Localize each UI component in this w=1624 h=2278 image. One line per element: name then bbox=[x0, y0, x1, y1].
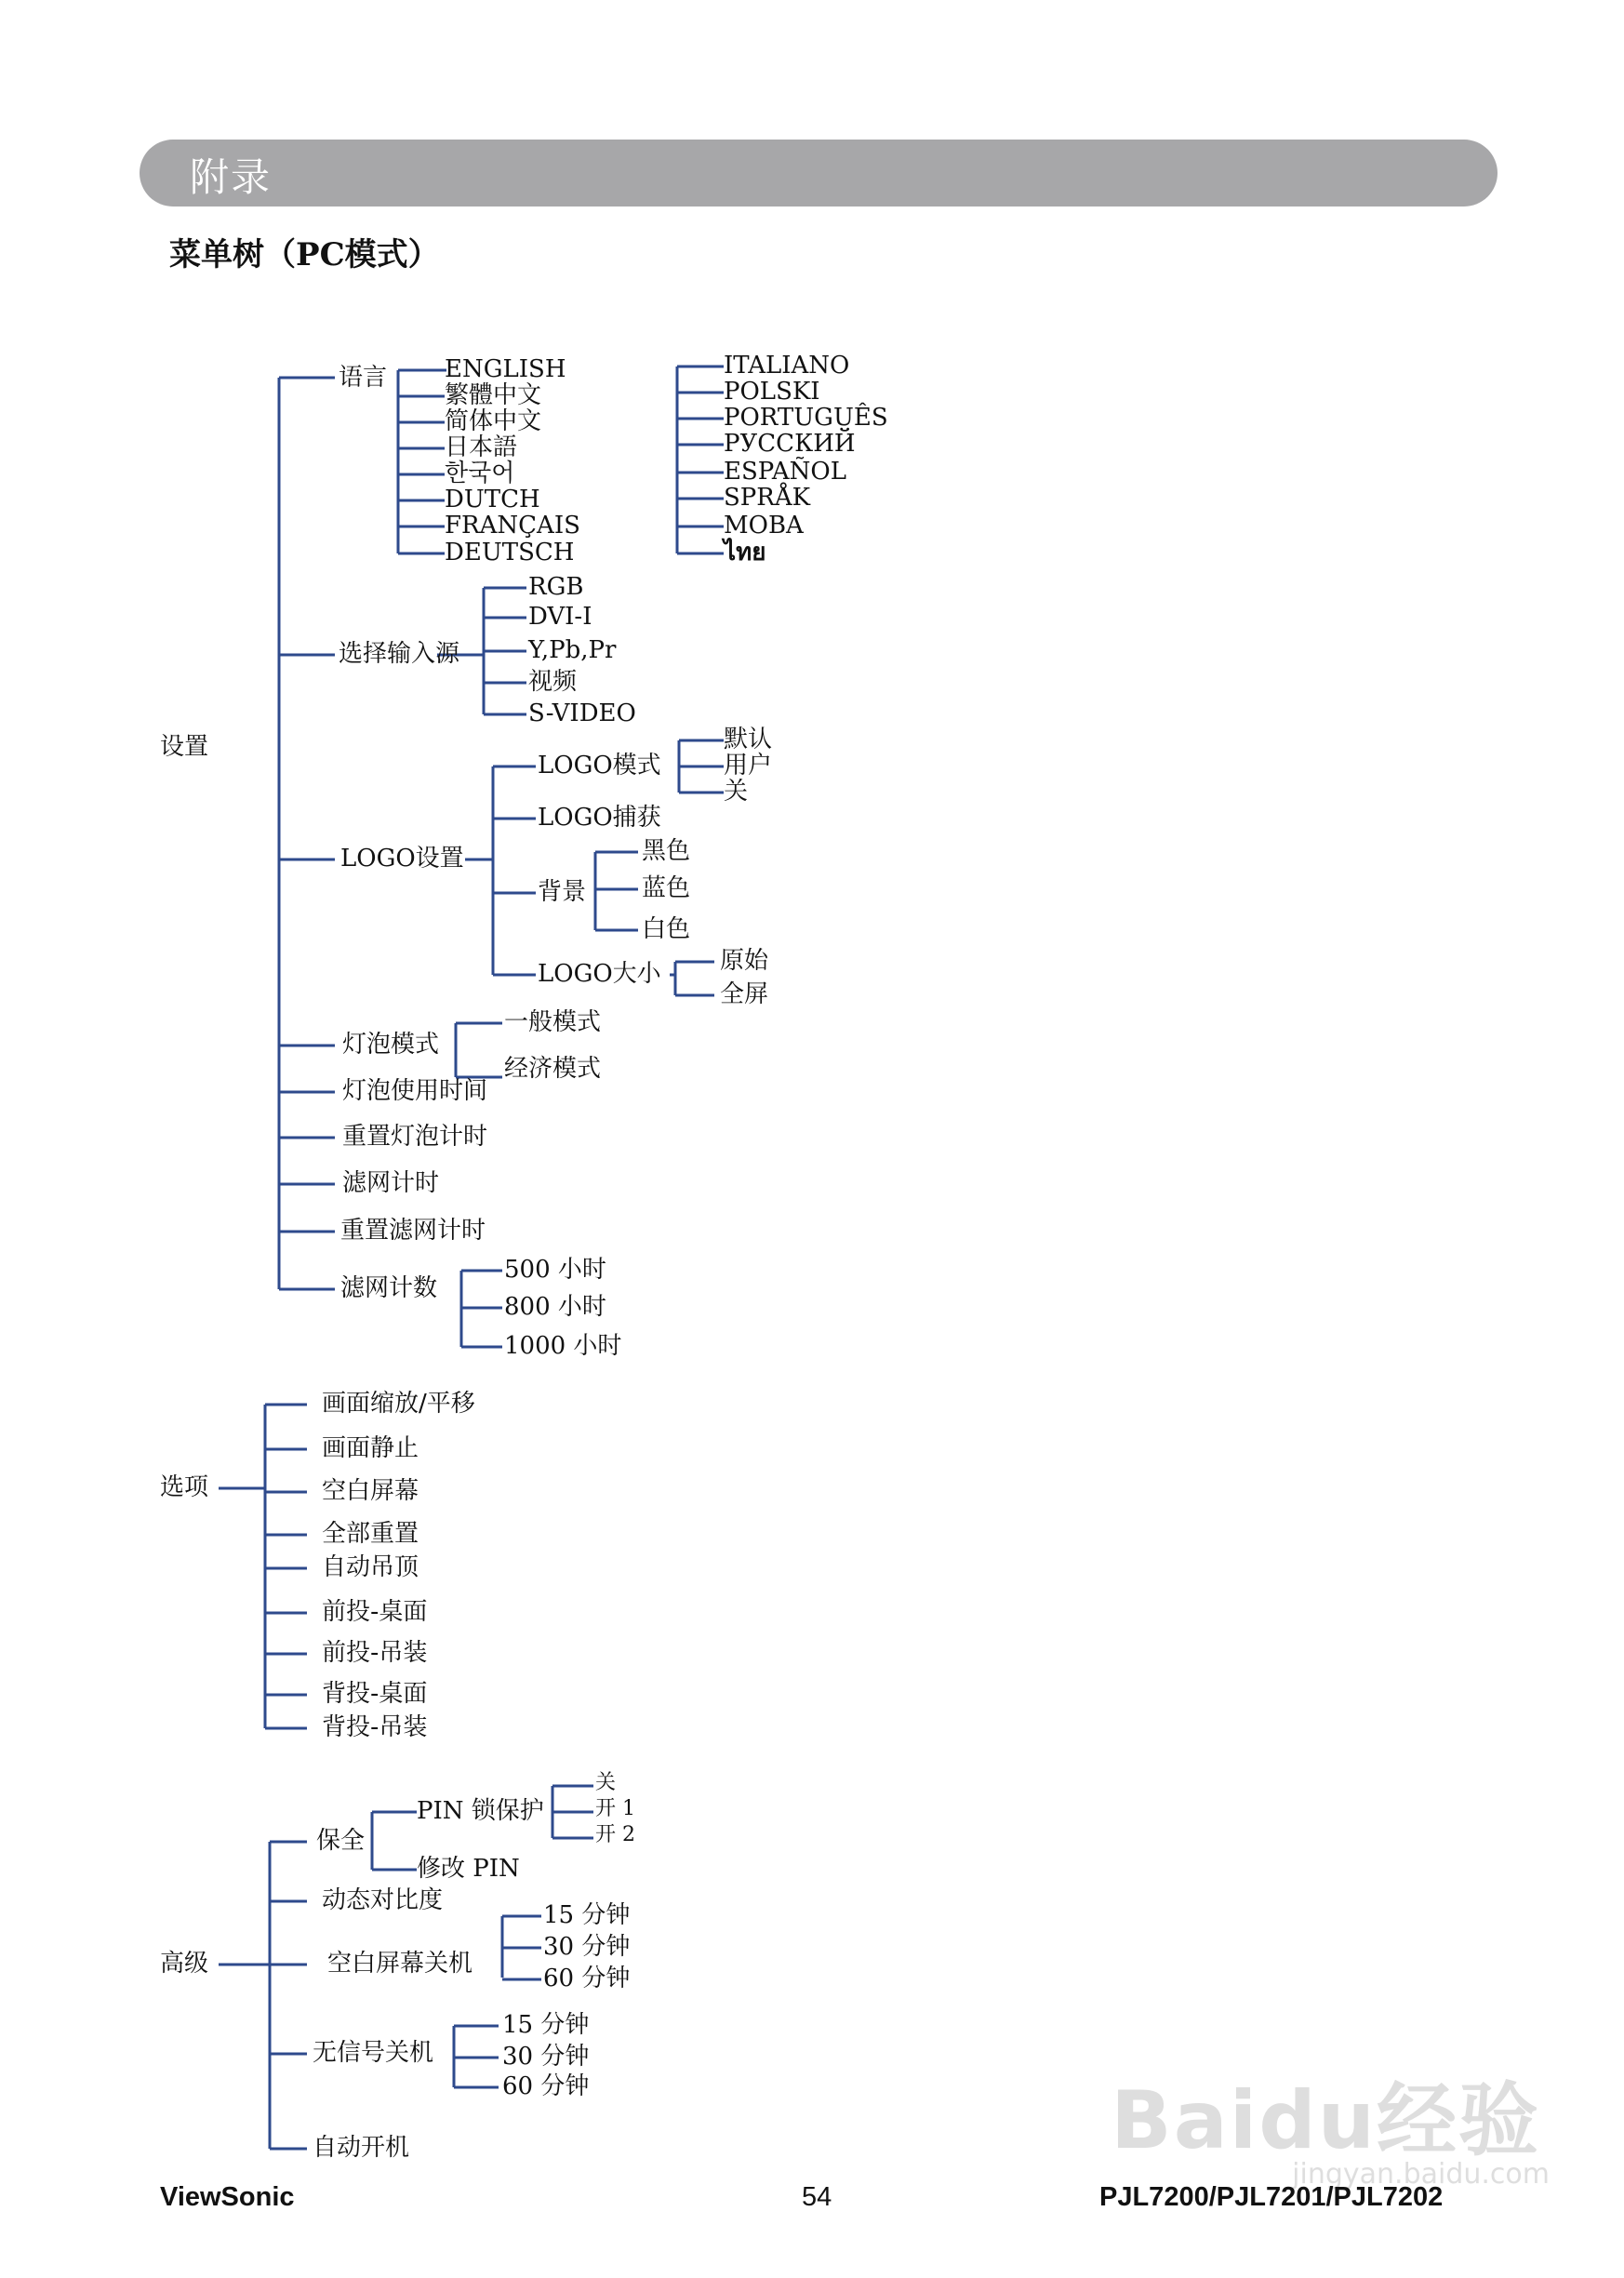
language-option: DEUTSCH bbox=[445, 539, 575, 566]
pin-lock-option: 关 bbox=[595, 1771, 617, 1794]
security-label: 保全 bbox=[316, 1827, 366, 1855]
filter-count-option: 800 小时 bbox=[504, 1293, 606, 1321]
logo-mode-option: 用户 bbox=[724, 752, 773, 779]
logo-setup-label: LOGO设置 bbox=[340, 845, 464, 873]
lamp-mode-option: 一般模式 bbox=[504, 1008, 602, 1036]
options-item: 自动吊顶 bbox=[322, 1553, 419, 1581]
reset-lamp-label: 重置灯泡计时 bbox=[342, 1123, 488, 1151]
logo-mode-option: 默认 bbox=[724, 726, 773, 753]
pin-lock-option: 开 2 bbox=[595, 1823, 635, 1846]
options-item: 背投-桌面 bbox=[322, 1680, 428, 1708]
options-item: 空白屏幕 bbox=[322, 1477, 419, 1505]
page-number: 54 bbox=[802, 2182, 832, 2212]
dynamic-contrast-label: 动态对比度 bbox=[322, 1886, 444, 1914]
language-option: 繁體中文 bbox=[445, 381, 542, 409]
logo-mode-option: 关 bbox=[724, 778, 749, 806]
language-option: SPRÅK bbox=[724, 484, 811, 512]
blank-off-option: 30 分钟 bbox=[543, 1933, 631, 1961]
input-option: DVI-I bbox=[528, 603, 592, 631]
section-subtitle: 菜单树（PC模式） bbox=[169, 236, 440, 273]
blank-off-option: 15 分钟 bbox=[543, 1901, 631, 1929]
input-option: Y,Pb,Pr bbox=[528, 636, 617, 664]
logo-size-option: 全屏 bbox=[720, 980, 769, 1008]
nosignal-off-option: 60 分钟 bbox=[502, 2072, 590, 2100]
footer-model: PJL7200/PJL7201/PJL7202 bbox=[1099, 2182, 1444, 2212]
input-option: RGB bbox=[528, 573, 584, 601]
options-item: 全部重置 bbox=[322, 1520, 419, 1548]
page-title: 附录 bbox=[190, 154, 273, 200]
options-item: 前投-桌面 bbox=[322, 1598, 428, 1626]
pin-lock-label: PIN 锁保护 bbox=[417, 1797, 544, 1825]
logo-bg-option: 白色 bbox=[642, 915, 691, 943]
lamp-mode-option: 经济模式 bbox=[504, 1055, 602, 1083]
language-option: DUTCH bbox=[445, 486, 540, 513]
nosignal-off-label: 无信号关机 bbox=[313, 2039, 434, 2067]
baidu-watermark: Baidu经验 bbox=[1111, 2074, 1540, 2167]
auto-on-label: 自动开机 bbox=[313, 2134, 410, 2162]
options-item: 画面静止 bbox=[322, 1434, 419, 1462]
pin-lock-option: 开 1 bbox=[595, 1797, 635, 1820]
baidu-watermark-url: jingyan.baidu.com bbox=[1292, 2158, 1550, 2191]
language-option: 简体中文 bbox=[445, 407, 542, 435]
nosignal-off-option: 15 分钟 bbox=[502, 2011, 590, 2039]
logo-size-option: 原始 bbox=[720, 947, 769, 975]
input-option: 视频 bbox=[528, 668, 578, 696]
language-option: PORTUGUÊS bbox=[724, 404, 888, 432]
language-option: ไทย bbox=[724, 539, 766, 566]
language-option: FRANÇAIS bbox=[445, 512, 580, 540]
advanced-root-label: 高级 bbox=[160, 1950, 209, 1978]
filter-timer-label: 滤网计时 bbox=[342, 1169, 440, 1197]
blank-off-label: 空白屏幕关机 bbox=[327, 1950, 473, 1978]
logo-bg-option: 黑色 bbox=[642, 837, 691, 865]
nosignal-off-option: 30 分钟 bbox=[502, 2043, 590, 2071]
reset-filter-label: 重置滤网计时 bbox=[340, 1217, 486, 1245]
lamp-hours-label: 灯泡使用时间 bbox=[342, 1077, 488, 1105]
footer-brand: ViewSonic bbox=[160, 2182, 295, 2212]
language-option: 日本語 bbox=[445, 433, 518, 461]
change-pin-label: 修改 PIN bbox=[417, 1855, 520, 1883]
setup-root-label: 设置 bbox=[160, 733, 209, 761]
language-option: MOBA bbox=[724, 512, 804, 540]
options-item: 背投-吊装 bbox=[322, 1713, 428, 1741]
options-root-label: 选项 bbox=[160, 1473, 209, 1501]
input-option: S-VIDEO bbox=[528, 699, 636, 727]
language-option: POLSKI bbox=[724, 378, 820, 406]
language-option: ITALIANO bbox=[724, 352, 850, 380]
logo-capture-label: LOGO捕获 bbox=[538, 804, 661, 832]
blank-off-option: 60 分钟 bbox=[543, 1965, 631, 1992]
logo-bg-option: 蓝色 bbox=[642, 874, 691, 902]
filter-count-label: 滤网计数 bbox=[340, 1274, 438, 1302]
input-source-label: 选择输入源 bbox=[339, 640, 460, 668]
language-option: 한국어 bbox=[445, 460, 515, 487]
logo-mode-label: LOGO模式 bbox=[538, 752, 661, 779]
filter-count-option: 500 小时 bbox=[504, 1256, 606, 1284]
options-item: 画面缩放/平移 bbox=[322, 1390, 475, 1418]
filter-count-option: 1000 小时 bbox=[504, 1332, 622, 1360]
lamp-mode-label: 灯泡模式 bbox=[342, 1031, 440, 1059]
language-option: ESPAÑOL bbox=[724, 458, 847, 486]
language-option: РУССКИЙ bbox=[724, 430, 856, 458]
language-label: 语言 bbox=[339, 364, 388, 392]
logo-size-label: LOGO大小 bbox=[538, 960, 661, 988]
options-item: 前投-吊装 bbox=[322, 1639, 428, 1667]
logo-bg-label: 背景 bbox=[538, 878, 587, 906]
language-option: ENGLISH bbox=[445, 355, 566, 383]
